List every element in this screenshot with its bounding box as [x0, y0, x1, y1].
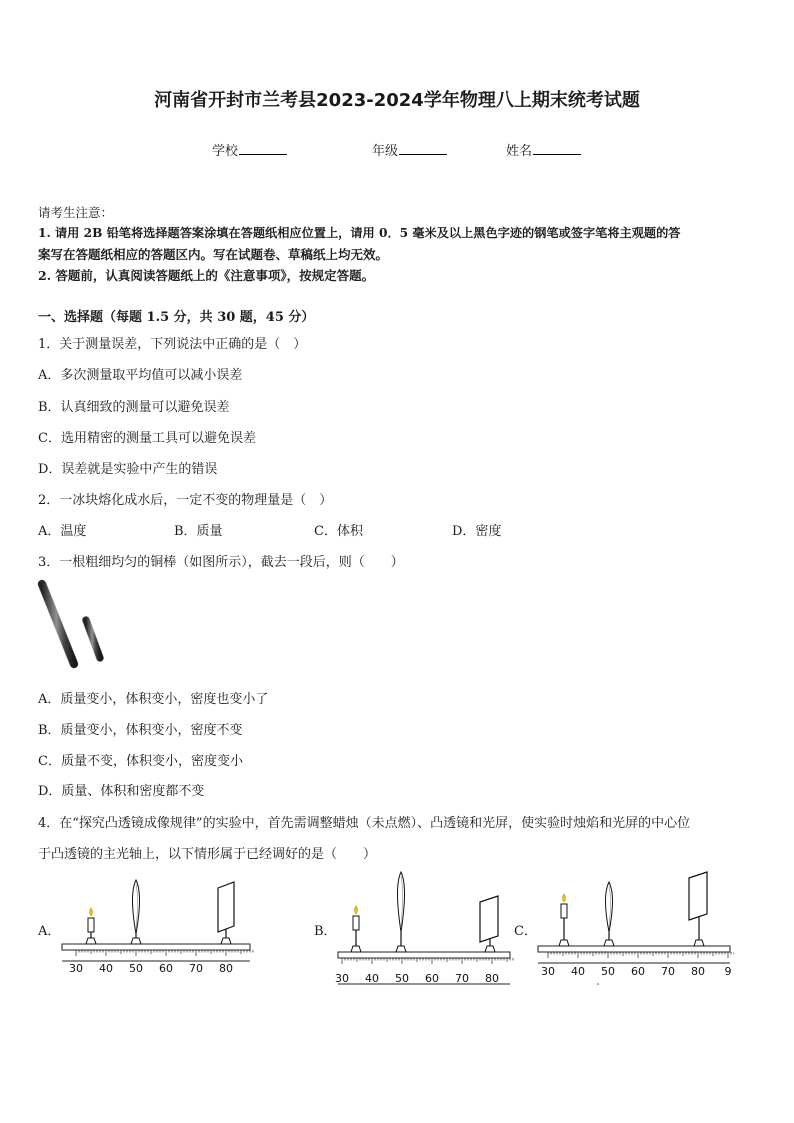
name-label: 姓名 [506, 144, 533, 159]
bench-ruler [538, 946, 734, 963]
ruler-label: 70 [455, 972, 469, 985]
bench-ruler [62, 944, 254, 961]
short-rod [86, 620, 100, 658]
school-blank[interactable] [239, 142, 287, 155]
q2-stem: 2．一冰块熔化成水后，一定不变的物理量是（ ） [38, 493, 333, 508]
q1-option-a[interactable]: A．多次测量取平均值可以减小误差 [38, 368, 243, 383]
light-screen-icon [689, 872, 707, 946]
q4-stem-line2: 于凸透镜的主光轴上，以下情形属于已经调好的是（ ） [38, 847, 377, 862]
q1-option-c[interactable]: C．选用精密的测量工具可以避免误差 [38, 431, 256, 446]
q4-option-c-label[interactable]: C． [514, 924, 537, 939]
candle-icon [559, 894, 569, 946]
q1-option-d[interactable]: D．误差就是实验中产生的错误 [38, 462, 218, 477]
candle-icon [351, 906, 361, 952]
ruler-label: 9 [724, 965, 732, 978]
notice-item2: 2. 答题前，认真阅读答题纸上的《注意事项》，按规定答题。 [38, 268, 375, 283]
ruler-label: 70 [189, 962, 203, 975]
lens-icon [396, 872, 406, 952]
notice-item1-line2: 案写在答题纸相应的答题区内。写在试题卷、草稿纸上均无效。 [38, 247, 389, 262]
ruler-label: 80 [691, 965, 705, 978]
ruler-label: 40 [99, 962, 113, 975]
figure-b-optical-bench[interactable] [334, 866, 514, 986]
speck [597, 983, 599, 985]
lens-icon [131, 880, 141, 944]
q4-option-a-label[interactable]: A． [38, 924, 61, 939]
ruler-label: 80 [485, 972, 499, 985]
grade-label: 年级 [372, 144, 399, 159]
name-blank[interactable] [533, 142, 581, 155]
figure-a-optical-bench[interactable] [58, 874, 254, 978]
light-screen-icon [218, 882, 234, 944]
q2-option-b[interactable]: B．质量 [174, 524, 223, 539]
long-rod [42, 584, 74, 664]
ruler-label: 60 [631, 965, 645, 978]
page-title: 河南省开封市兰考县2023-2024学年物理八上期末统考试题 [154, 90, 640, 111]
lens-icon [604, 882, 614, 946]
grade-blank[interactable] [399, 142, 447, 155]
ruler-labels-c [541, 965, 732, 978]
q4-option-b-label[interactable]: B． [314, 924, 337, 939]
ruler-label: 70 [661, 965, 675, 978]
grade-field[interactable] [372, 140, 447, 159]
section1-heading: 一、选择题（每题 1.5 分，共 30 题，45 分） [38, 310, 315, 325]
ruler-label: 50 [129, 962, 143, 975]
q3-option-d[interactable]: D．质量、体积和密度都不变 [38, 784, 205, 799]
q1-stem: 1．关于测量误差，下列说法中正确的是（ ） [38, 337, 307, 352]
ruler-label: 50 [395, 972, 409, 985]
notice-item1-line1: 1. 请用 2B 铅笔将选择题答案涂填在答题纸相应位置上，请用 0．5 毫米及以上黑色字迹的钢笔或签字笔将主观题的答 [38, 226, 681, 240]
notice-heading: 请考生注意： [38, 205, 114, 220]
ruler-label: 60 [159, 962, 173, 975]
figure-c-optical-bench[interactable] [534, 868, 734, 986]
light-screen-icon [480, 896, 498, 952]
ruler-label: 30 [69, 962, 83, 975]
q3-stem: 3．一根粗细均匀的铜棒（如图所示），截去一段后，则（ ） [38, 555, 404, 570]
ruler-label: 30 [335, 972, 349, 985]
ruler-label: 40 [571, 965, 585, 978]
q1-option-b[interactable]: B．认真细致的测量可以避免误差 [38, 400, 230, 415]
q3-option-b[interactable]: B．质量变小，体积变小，密度不变 [38, 723, 243, 738]
ruler-label: 50 [601, 965, 615, 978]
copper-rod-illustration [34, 578, 114, 670]
q2-option-c[interactable]: C．体积 [314, 524, 363, 539]
ruler-labels-a [69, 962, 233, 975]
school-field[interactable] [212, 140, 287, 159]
school-label: 学校 [212, 144, 239, 159]
q4-stem-line1: 4．在“探究凸透镜成像规律”的实验中，首先需调整蜡烛（未点燃）、凸透镜和光屏，使实验时烛焰和光屏的中心位 [38, 816, 691, 831]
candle-icon [86, 908, 96, 944]
ruler-label: 60 [425, 972, 439, 985]
q2-option-d[interactable]: D．密度 [452, 524, 502, 539]
q2-option-a[interactable]: A．温度 [38, 524, 87, 539]
ruler-label: 30 [541, 965, 555, 978]
q3-option-a[interactable]: A．质量变小，体积变小，密度也变小了 [38, 692, 269, 707]
name-field[interactable] [506, 140, 581, 159]
q3-option-c[interactable]: C．质量不变，体积变小，密度变小 [38, 754, 243, 769]
ruler-label: 40 [365, 972, 379, 985]
ruler-label: 80 [219, 962, 233, 975]
ruler-labels-b [335, 972, 499, 985]
